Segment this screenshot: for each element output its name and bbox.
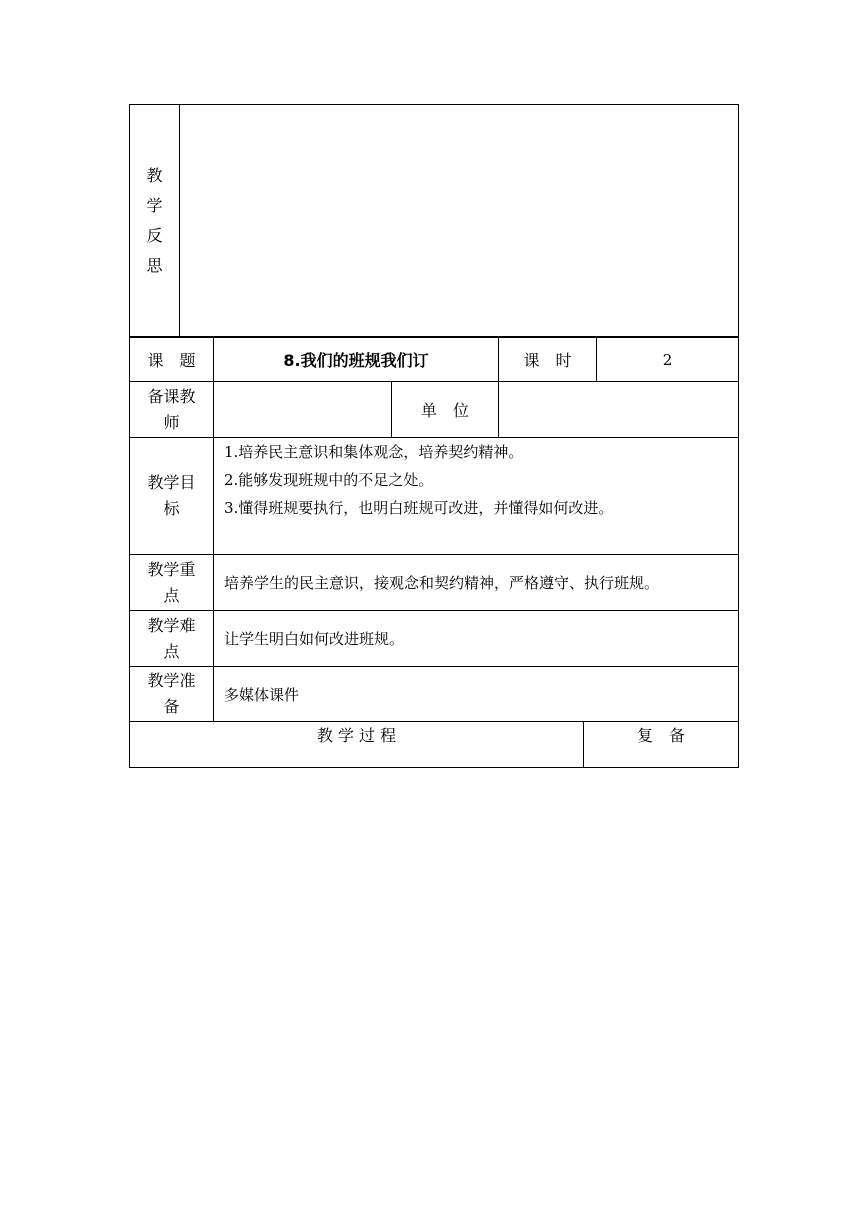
- key-points-value: 培养学生的民主意识，接观念和契约精神，严格遵守、执行班规。: [224, 574, 660, 592]
- unit-label: 单 位: [420, 401, 469, 420]
- topic-label: 课 题: [147, 351, 196, 370]
- goal-item: 2.能够发现班规中的不足之处。: [224, 471, 434, 489]
- key-points-label: [130, 555, 213, 610]
- preparation-label: [130, 667, 213, 721]
- goals-label-text: 教学目标: [147, 473, 196, 518]
- difficulties-label-text: 教学难点: [147, 615, 196, 661]
- process-label: 教 学 过 程: [316, 725, 397, 745]
- goal-item: 3.懂得班规要执行，也明白班规可改进，并懂得如何改进。: [224, 499, 614, 517]
- reflection-label-char: 反: [146, 225, 163, 245]
- preparation-label-text: 教学准备: [147, 671, 196, 716]
- key-points-label-text: 教学重点: [147, 559, 196, 605]
- goal-item: 1.培养民主意识和集体观念，培养契约精神。: [224, 443, 524, 461]
- reflection-label-char: 思: [146, 255, 163, 275]
- reflection-label-char: 学: [146, 195, 163, 215]
- teacher-value[interactable]: [214, 382, 391, 437]
- difficulties-label: [130, 611, 213, 666]
- topic-value: 8.我们的班规我们订: [283, 351, 429, 370]
- review-label: 复 备: [636, 725, 685, 745]
- reflection-label-char: 教: [146, 165, 163, 185]
- unit-value[interactable]: [499, 382, 738, 437]
- teacher-label: [130, 382, 213, 437]
- teacher-label-text: 备课教师: [147, 386, 196, 432]
- goals-label: [130, 438, 213, 554]
- hours-label: 课 时: [523, 351, 572, 370]
- hours-value: 2: [662, 350, 673, 369]
- goals-list: [214, 438, 738, 554]
- reflection-content[interactable]: [180, 105, 738, 336]
- difficulties-value: 让学生明白如何改进班规。: [224, 630, 405, 648]
- reflection-label: [130, 105, 179, 336]
- preparation-value: 多媒体课件: [224, 685, 300, 704]
